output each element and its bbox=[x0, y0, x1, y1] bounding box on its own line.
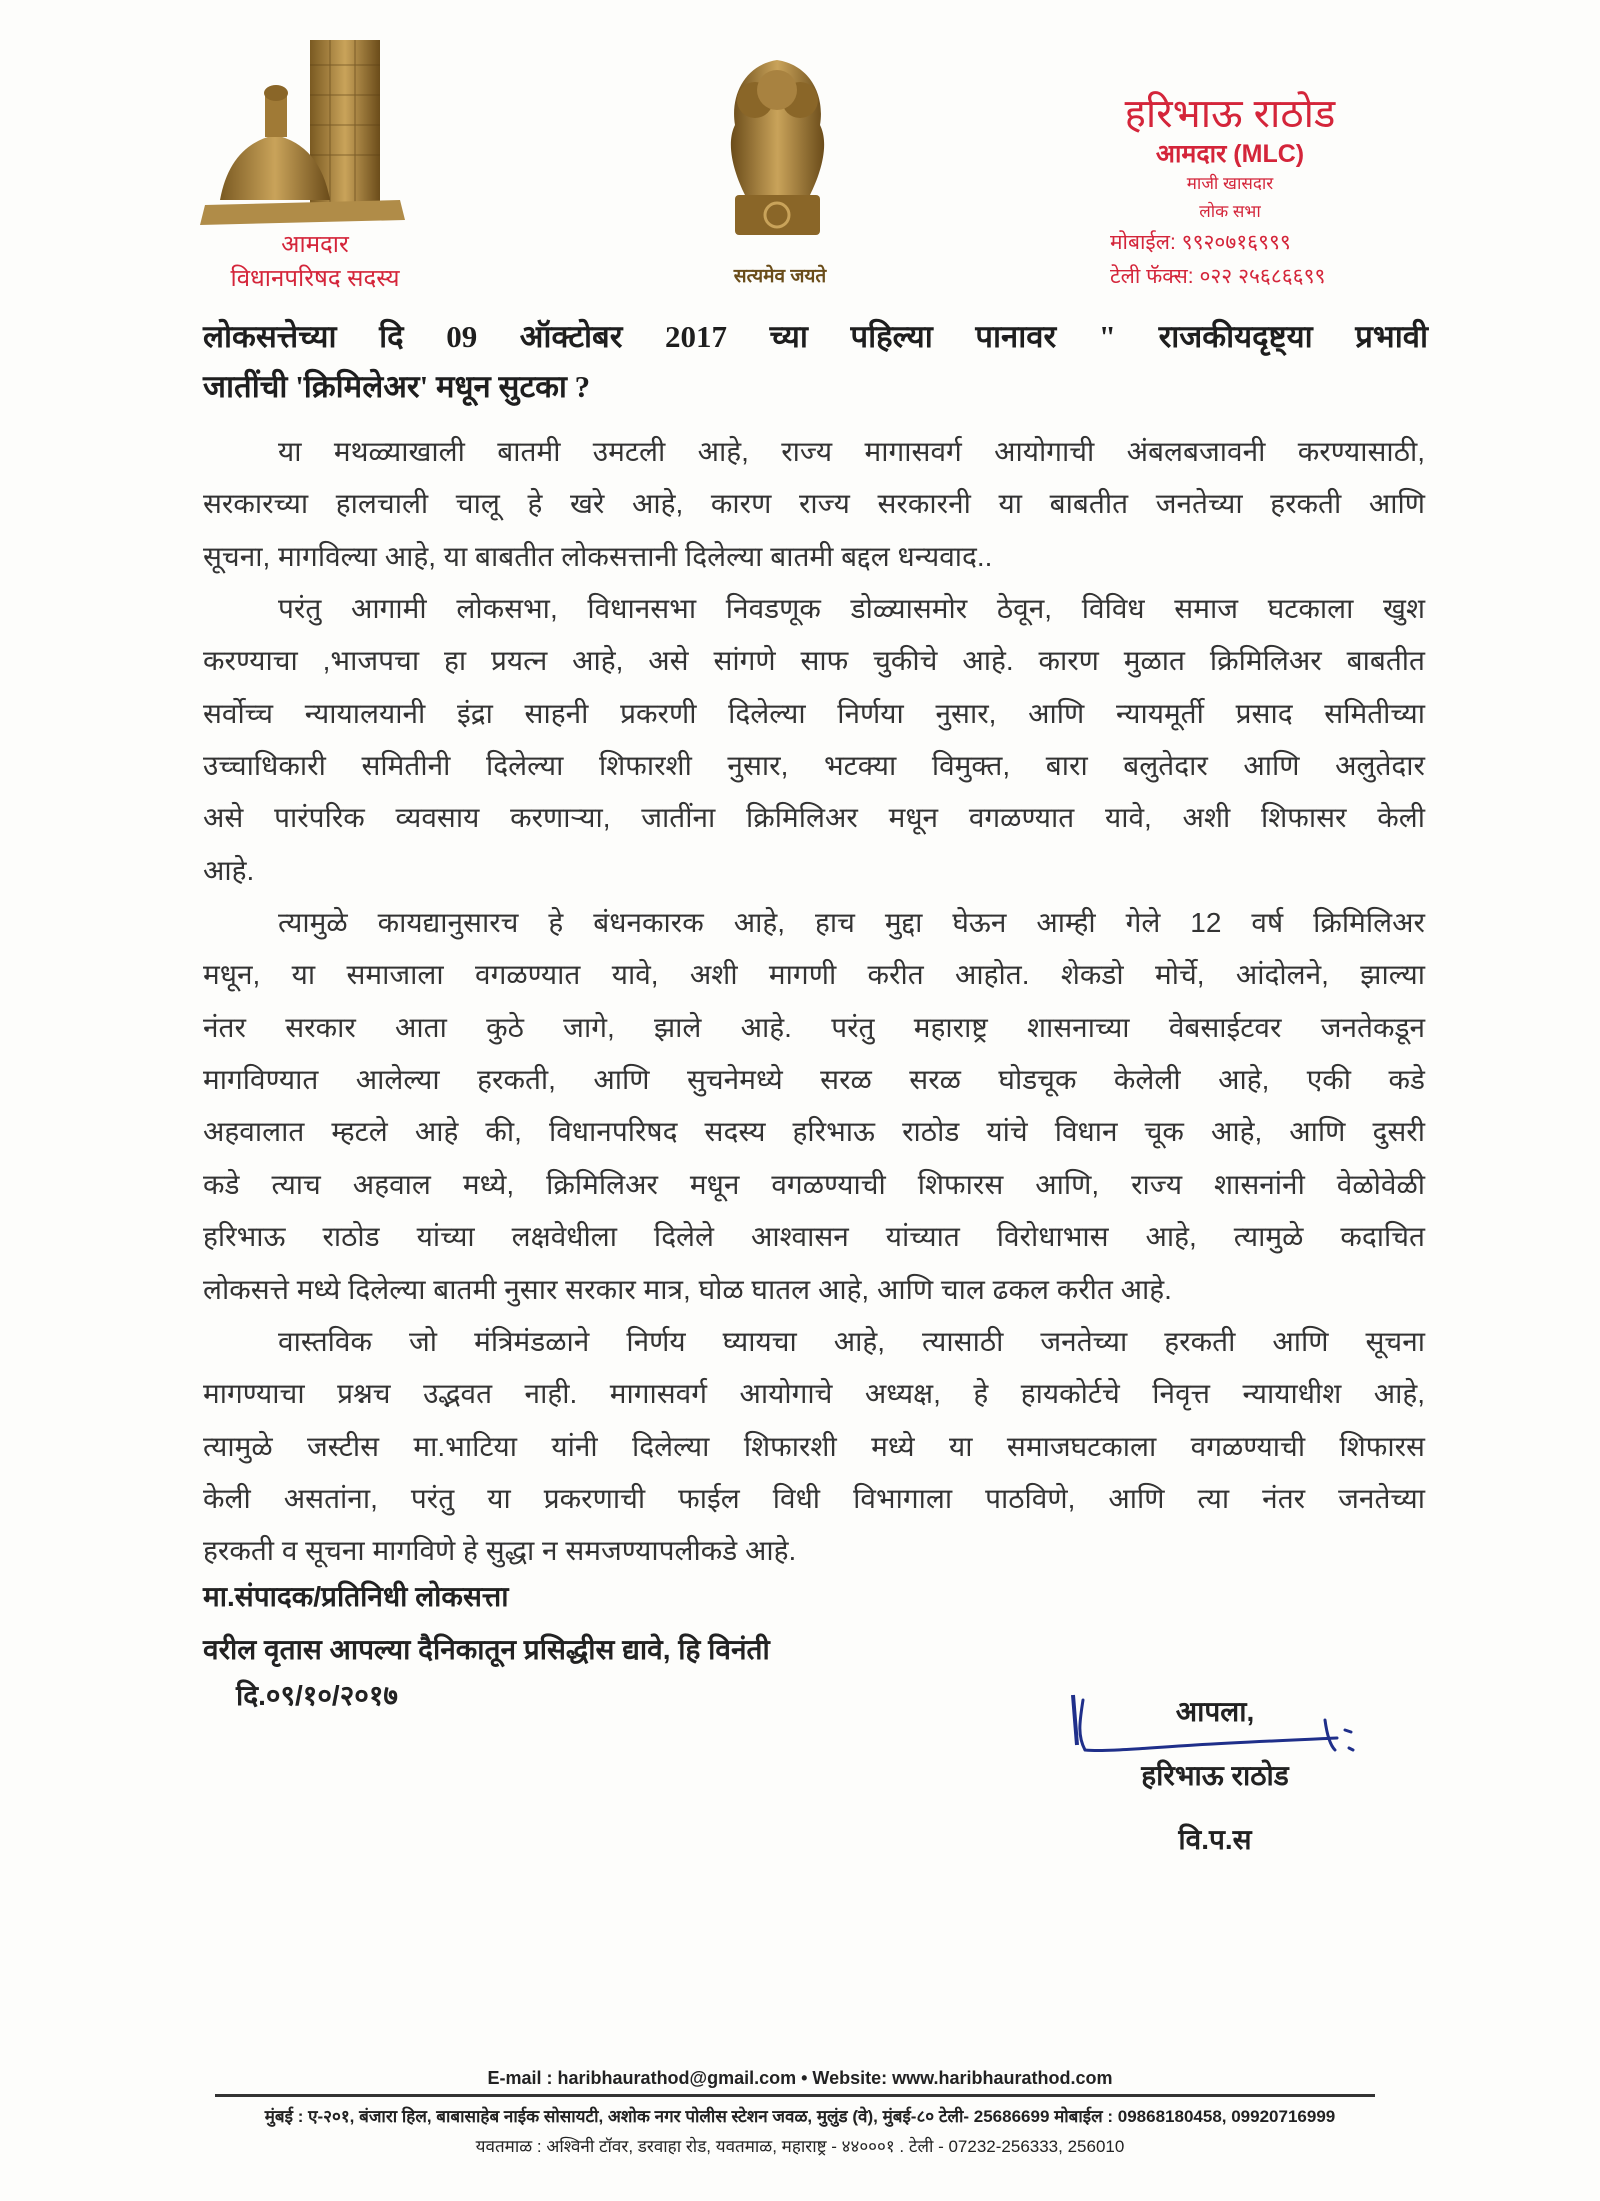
subject-line: लोकसत्तेच्या दि 09 ऑक्टोबर 2017 च्या पहिल्या पानावर " राजकीयदृष्ट्या प्रभावी bbox=[203, 319, 1428, 354]
closing: आपला, bbox=[1175, 1696, 1255, 1727]
left-label-title: आमदार bbox=[281, 231, 349, 258]
body-line: सर्वोच्च न्यायालयानी इंद्रा साहनी प्रकरणी दिलेल्या निर्णया नुसार, आणि न्यायमूर्ती प्रसाद समितीच्या bbox=[203, 697, 1425, 729]
letter-subject bbox=[203, 312, 1428, 412]
body-line: नंतर सरकार आता कुठे जागे, झाले आहे. परंतु महाराष्ट्र शासनाच्या वेबसाईटवर जनतेकडून bbox=[203, 1011, 1425, 1043]
body-line: लोकसत्ते मध्ये दिलेल्या बातमी नुसार सरकार मात्र, घोळ घातल आहे, आणि चाल ढकल करीत आहे. bbox=[203, 1273, 1172, 1305]
national-emblem-icon bbox=[705, 55, 850, 260]
signoff-block bbox=[203, 1570, 770, 1676]
footer-divider bbox=[215, 2094, 1375, 2097]
body-line: सरकारच्या हालचाली चालू हे खरे आहे, कारण राज्य सरकारनी या बाबतीत जनतेच्या हरकती आणि bbox=[203, 488, 1425, 520]
telefax-number: टेली फॅक्स: ०२२ २५६८६६९९ bbox=[1110, 265, 1326, 288]
signature-block bbox=[1090, 1680, 1340, 1872]
body-line: त्यामुळे कायद्यानुसारच हे बंधनकारक आहे, हाच मुद्दा घेऊन आम्ही गेले 12 वर्ष क्रिमिलिअर bbox=[278, 907, 1425, 939]
addressee: मा.संपादक/प्रतिनिधी लोकसत्ता bbox=[203, 1581, 509, 1612]
body-line: मधून, या समाजाला वगळण्यात यावे, अशी मागणी करीत आहोत. शेकडो मोर्चे, आंदोलने, झाल्या bbox=[203, 959, 1425, 991]
footer-address-yavatmal: यवतमाळ : अश्विनी टॉवर, डरवाहा रोड, यवतमाळ, महाराष्ट्र - ४४०००१ . टेली - 07232-256333, 256010 bbox=[475, 2137, 1125, 2156]
legislature-building-logo bbox=[200, 35, 415, 230]
footer-address-mumbai: मुंबई : ए-२०१, बंजारा हिल, बाबासाहेब नाईक सोसायटी, अशोक नगर पोलीस स्टेशन जवळ, मुलुंड (वे), मुंबई-८० टेली- 25686699 मोबाईल : 09868180458, 09920716999 bbox=[264, 2107, 1336, 2126]
signatory-name: हरिभाऊ राठोड bbox=[1141, 1760, 1289, 1791]
mla-name: हरिभाऊ राठोड bbox=[1124, 92, 1336, 136]
body-line: वास्तविक जो मंत्रिमंडळाने निर्णय घ्यायचा आहे, त्यासाठी जनतेच्या हरकती आणि सूचना bbox=[278, 1325, 1425, 1357]
body-line: त्यामुळे जस्टीस मा.भाटिया यांनी दिलेल्या शिफारशी मध्ये या समाजघटकाला वगळण्याची शिफारस bbox=[203, 1430, 1425, 1462]
emblem-motto: सत्यमेव जयते bbox=[733, 266, 827, 287]
body-line: उच्चाधिकारी समितीनी दिलेल्या शिफारशी नुसार, भटक्या विमुक्त, बारा बलुतेदार आणि अलुतेदार bbox=[203, 750, 1425, 782]
left-label bbox=[200, 228, 430, 296]
body-line: कडे त्याच अहवाल मध्ये, क्रिमिलिअर मधून वगळण्याची शिफारस आणि, राज्य शासनांनी वेळोवेळी bbox=[203, 1168, 1425, 1200]
body-line: मागविण्यात आलेल्या हरकती, आणि सुचनेमध्ये सरळ सरळ घोडचूक केलेली आहे, एकी कडे bbox=[203, 1064, 1425, 1096]
signatory-designation: वि.प.स bbox=[1178, 1824, 1252, 1855]
footer-contact: E-mail : haribhaurathod@gmail.com • Website: www.haribhaurathod.com bbox=[487, 2068, 1113, 2088]
letter-body bbox=[203, 426, 1425, 1578]
former-title: माजी खासदार bbox=[1186, 174, 1274, 193]
body-line: या मथळ्याखाली बातमी उमटली आहे, राज्य मागासवर्ग आयोगाची अंबलबजावनी करण्यासाठी, bbox=[278, 436, 1425, 467]
body-line: अहवालात म्हटले आहे की, विधानपरिषद सदस्य हरिभाऊ राठोड यांचे विधान चूक आहे, आणि दुसरी bbox=[203, 1116, 1425, 1148]
letterhead-contact bbox=[1080, 90, 1380, 294]
body-line: असे पारंपरिक व्यवसाय करणाऱ्या, जातींना क्रिमिलिअर मधून वगळण्यात यावे, अशी शिफासर केली bbox=[203, 802, 1425, 834]
subject-line: जातींची 'क्रिमिलेअर' मधून सुटका ? bbox=[203, 369, 591, 404]
left-label-subtitle: विधानपरिषद सदस्य bbox=[230, 265, 400, 292]
mobile-number: मोबाईल: ९९२०७१६९९९ bbox=[1110, 231, 1291, 254]
body-line: आहे. bbox=[203, 854, 255, 886]
body-line: केली असतांना, परंतु या प्रकरणाची फाईल विधी विभागाला पाठविणे, आणि त्या नंतर जनतेच्या bbox=[203, 1482, 1425, 1514]
body-line: करण्याचा ,भाजपचा हा प्रयत्न आहे, असे सांगणे साफ चुकीचे आहे. कारण मुळात क्रिमिलिअर बाबतीत bbox=[203, 645, 1425, 677]
body-line: परंतु आगामी लोकसभा, विधानसभा निवडणूक डोळ्यासमोर ठेवून, विविध समाज घटकाला खुश bbox=[278, 593, 1425, 625]
body-line: हरिभाऊ राठोड यांच्या लक्षवेधीला दिलेले आश्वासन यांच्यात विरोधाभास आहे, त्यामुळे कदाचित bbox=[203, 1221, 1425, 1253]
letter-date: दि.०९/१०/२०१७ bbox=[236, 1680, 398, 1711]
mla-role: आमदार (MLC) bbox=[1155, 140, 1305, 168]
body-line: सूचना, मागविल्या आहे, या बाबतीत लोकसत्तानी दिलेल्या बातमी बद्दल धन्यवाद.. bbox=[203, 540, 993, 572]
body-line: मागण्याचा प्रश्नच उद्भवत नाही. मागासवर्ग आयोगाचे अध्यक्ष, हे हायकोर्टचे निवृत्त न्यायाधीश आहे, bbox=[203, 1378, 1425, 1410]
former-house: लोक सभा bbox=[1199, 202, 1261, 221]
body-line: हरकती व सूचना मागविणे हे सुद्धा न समजण्यापलीकडे आहे. bbox=[203, 1535, 797, 1567]
publication-request: वरील वृतास आपल्या दैनिकातून प्रसिद्धीस द्यावे, हि विनंती bbox=[203, 1634, 770, 1665]
